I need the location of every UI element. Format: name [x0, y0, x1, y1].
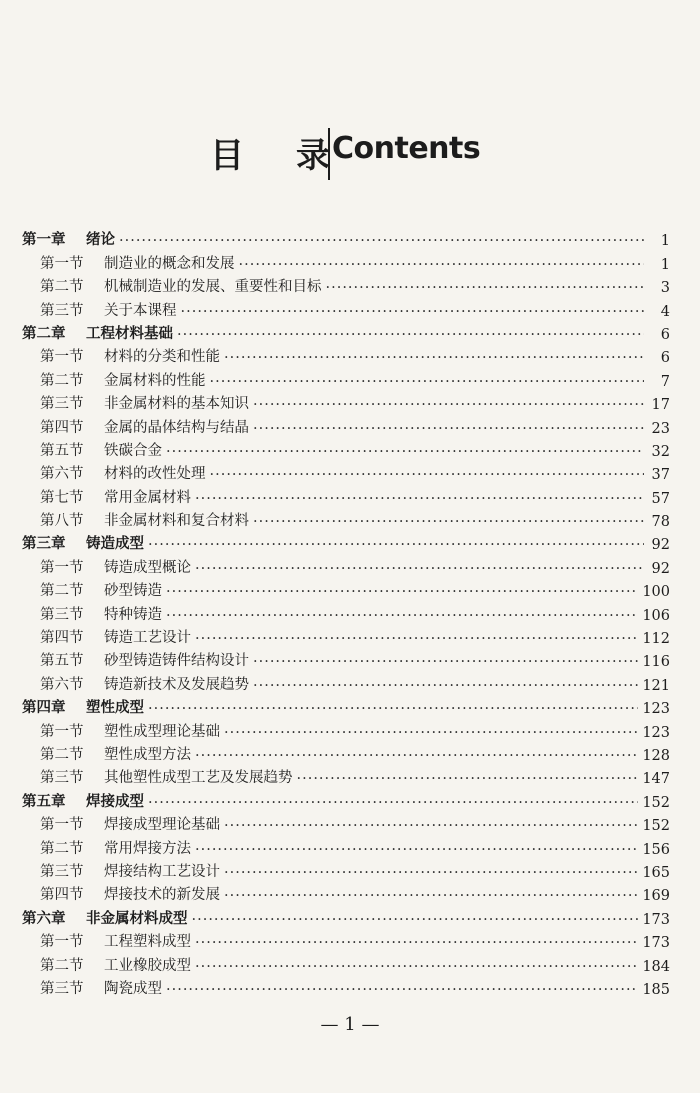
toc-entry-page: 156	[642, 841, 670, 858]
dot-leader	[326, 280, 645, 296]
page-title	[0, 128, 700, 184]
toc-entry-title: 其他塑性成型工艺及发展趋势	[104, 770, 293, 787]
toc-entry-title: 铸造成型	[86, 535, 144, 553]
dot-leader	[210, 467, 645, 483]
toc-section-entry[interactable]	[22, 577, 670, 600]
dot-leader	[210, 374, 645, 390]
toc-entry-page: 112	[642, 631, 670, 648]
dot-leader	[253, 654, 638, 670]
toc-entry-title: 铸造成型概论	[104, 559, 191, 576]
toc-entry-title: 材料的改性处理	[104, 466, 206, 483]
toc-section-entry[interactable]	[22, 834, 670, 857]
toc-section-entry[interactable]	[22, 413, 670, 436]
toc-entry-page: 123	[642, 701, 670, 718]
toc-entry-number: 第一节	[40, 817, 84, 834]
toc-section-entry[interactable]	[22, 624, 670, 647]
toc-entry-number: 第四章	[22, 699, 66, 717]
toc-section-entry[interactable]	[22, 366, 670, 389]
toc-entry-page: 1	[660, 256, 670, 273]
toc-entry-title: 铸造新技术及发展趋势	[104, 676, 249, 693]
dot-leader	[253, 421, 644, 437]
toc-entry-number: 第二节	[40, 279, 84, 296]
toc-section-entry[interactable]	[22, 249, 670, 272]
dot-leader	[195, 935, 638, 951]
toc-entry-title: 常用金属材料	[104, 489, 191, 506]
toc-section-entry[interactable]	[22, 647, 670, 670]
toc-entry-title: 铸造工艺设计	[104, 630, 191, 647]
toc-entry-page: 152	[642, 818, 670, 835]
dot-leader	[224, 350, 644, 366]
toc-entry-number: 第三节	[40, 396, 84, 413]
toc-entry-number: 第三节	[40, 863, 84, 880]
toc-entry-title: 工程材料基础	[86, 324, 173, 342]
toc-entry-title: 特种铸造	[104, 606, 162, 623]
toc-entry-number: 第二节	[40, 372, 84, 389]
toc-section-entry[interactable]	[22, 975, 670, 998]
toc-entry-page: 37	[651, 467, 670, 484]
title-en: Contents	[328, 128, 480, 180]
dot-leader	[195, 561, 644, 577]
toc-entry-page: 92	[651, 537, 670, 554]
dot-leader	[253, 514, 644, 530]
toc-entry-title: 制造业的概念和发展	[104, 255, 235, 272]
toc-entry-title: 非金属材料的基本知识	[104, 396, 249, 413]
page-number: — 1 —	[320, 1014, 380, 1035]
toc-entry-title: 金属的晶体结构与结晶	[104, 419, 249, 436]
toc-entry-title: 铁碳合金	[104, 442, 162, 459]
toc-entry-page: 173	[642, 935, 670, 952]
dot-leader	[195, 748, 638, 764]
toc-entry-number: 第六节	[40, 466, 84, 483]
toc-entry-number: 第二节	[40, 840, 84, 857]
toc-entry-title: 非金属材料和复合材料	[104, 513, 249, 530]
toc-entry-number: 第一节	[40, 723, 84, 740]
toc-entry-number: 第五章	[22, 792, 66, 810]
toc-entry-number: 第四节	[40, 630, 84, 647]
dot-leader	[224, 888, 638, 904]
toc-entry-title: 砂型铸造铸件结构设计	[104, 653, 249, 670]
toc-entry-number: 第六节	[40, 676, 84, 693]
toc-section-entry[interactable]	[22, 273, 670, 296]
toc-entry-number: 第三章	[22, 535, 66, 553]
toc-entry-title: 工业橡胶成型	[104, 957, 191, 974]
toc-entry-page: 116	[642, 654, 670, 671]
toc-chapter-entry[interactable]	[22, 904, 670, 927]
toc-section-entry[interactable]	[22, 858, 670, 881]
dot-leader	[181, 304, 645, 320]
dot-leader	[119, 233, 644, 249]
toc-entry-title: 工程塑料成型	[104, 934, 191, 951]
toc-entry-number: 第五节	[40, 653, 84, 670]
toc-entry-number: 第一节	[40, 255, 84, 272]
toc-entry-page: 92	[651, 560, 670, 577]
dot-leader	[224, 865, 638, 881]
dot-leader	[195, 491, 644, 507]
toc-entry-page: 165	[642, 864, 670, 881]
toc-section-entry[interactable]	[22, 343, 670, 366]
toc-entry-number: 第二节	[40, 583, 84, 600]
toc-entry-number: 第三节	[40, 606, 84, 623]
toc-section-entry[interactable]	[22, 460, 670, 483]
toc-entry-page: 169	[642, 888, 670, 905]
dot-leader	[253, 678, 638, 694]
toc-section-entry[interactable]	[22, 483, 670, 506]
toc-entry-page: 121	[642, 677, 670, 694]
toc-entry-page: 57	[651, 490, 670, 507]
toc-entry-page: 4	[660, 303, 670, 320]
toc-entry-number: 第六章	[22, 909, 66, 927]
toc-entry-title: 塑性成型	[86, 699, 144, 717]
toc-entry-number: 第三节	[40, 302, 84, 319]
dot-leader	[224, 818, 638, 834]
toc-section-entry[interactable]	[22, 928, 670, 951]
toc-entry-title: 焊接成型	[86, 792, 144, 810]
toc-entry-title: 塑性成型理论基础	[104, 723, 220, 740]
toc-section-entry[interactable]	[22, 553, 670, 576]
toc-entry-title: 常用焊接方法	[104, 840, 191, 857]
toc-entry-title: 绪论	[86, 231, 115, 249]
toc-section-entry[interactable]	[22, 811, 670, 834]
toc-entry-number: 第一节	[40, 559, 84, 576]
toc-entry-page: 173	[642, 911, 670, 928]
toc-chapter-entry[interactable]	[22, 320, 670, 343]
toc-section-entry[interactable]	[22, 670, 670, 693]
toc-section-entry[interactable]	[22, 437, 670, 460]
toc-entry-page: 123	[642, 724, 670, 741]
toc-chapter-entry[interactable]	[22, 226, 670, 249]
dot-leader	[195, 842, 638, 858]
toc-entry-page: 6	[660, 350, 670, 367]
toc-entry-number: 第二节	[40, 957, 84, 974]
toc-section-entry[interactable]	[22, 296, 670, 319]
toc-entry-page: 6	[660, 326, 670, 343]
toc-chapter-entry[interactable]	[22, 694, 670, 717]
toc-entry-title: 焊接成型理论基础	[104, 817, 220, 834]
toc-entry-number: 第三节	[40, 770, 84, 787]
toc-entry-page: 100	[642, 584, 670, 601]
toc-entry-page: 17	[651, 397, 670, 414]
toc-section-entry[interactable]	[22, 764, 670, 787]
dot-leader	[192, 912, 639, 928]
dot-leader	[239, 257, 645, 273]
toc-entry-page: 7	[660, 373, 670, 390]
title-cn-2: 录	[296, 136, 330, 176]
dot-leader	[253, 397, 644, 413]
dot-leader	[148, 795, 638, 811]
toc-entry-title: 塑性成型方法	[104, 746, 191, 763]
dot-leader	[166, 444, 644, 460]
toc-section-entry[interactable]	[22, 717, 670, 740]
toc-section-entry[interactable]	[22, 881, 670, 904]
toc-entry-number: 第三节	[40, 980, 84, 997]
toc-entry-number: 第二章	[22, 324, 66, 342]
toc-chapter-entry[interactable]	[22, 787, 670, 810]
dot-leader	[224, 725, 638, 741]
toc-entry-title: 机械制造业的发展、重要性和目标	[104, 279, 322, 296]
toc-entry-page: 128	[642, 747, 670, 764]
dot-leader	[195, 631, 638, 647]
toc-chapter-entry[interactable]	[22, 530, 670, 553]
toc-entry-page: 184	[642, 958, 670, 975]
toc-entry-page: 3	[660, 280, 670, 297]
dot-leader	[166, 982, 638, 998]
dot-leader	[297, 771, 639, 787]
title-cn-1: 目	[210, 136, 244, 176]
toc-entry-page: 185	[642, 981, 670, 998]
toc-entry-title: 砂型铸造	[104, 583, 162, 600]
dot-leader	[148, 537, 644, 553]
toc-entry-number: 第四节	[40, 887, 84, 904]
toc-entry-number: 第五节	[40, 442, 84, 459]
toc-section-entry[interactable]	[22, 390, 670, 413]
table-of-contents	[22, 226, 670, 998]
dot-leader	[166, 584, 638, 600]
toc-entry-title: 非金属材料成型	[86, 909, 188, 927]
dot-leader	[177, 327, 644, 343]
toc-entry-number: 第一章	[22, 231, 66, 249]
toc-entry-page: 152	[642, 794, 670, 811]
toc-entry-number: 第四节	[40, 419, 84, 436]
toc-section-entry[interactable]	[22, 600, 670, 623]
toc-entry-title: 陶瓷成型	[104, 980, 162, 997]
toc-entry-title: 关于本课程	[104, 302, 177, 319]
toc-entry-page: 32	[651, 443, 670, 460]
toc-section-entry[interactable]	[22, 951, 670, 974]
toc-entry-title: 材料的分类和性能	[104, 349, 220, 366]
dot-leader	[195, 959, 638, 975]
toc-entry-page: 147	[642, 771, 670, 788]
dot-leader	[148, 701, 638, 717]
toc-entry-title: 焊接结构工艺设计	[104, 863, 220, 880]
toc-section-entry[interactable]	[22, 507, 670, 530]
toc-entry-page: 1	[660, 233, 670, 250]
toc-entry-number: 第一节	[40, 349, 84, 366]
toc-section-entry[interactable]	[22, 741, 670, 764]
toc-entry-title: 焊接技术的新发展	[104, 887, 220, 904]
toc-entry-page: 106	[642, 607, 670, 624]
toc-entry-number: 第二节	[40, 746, 84, 763]
toc-entry-number: 第八节	[40, 513, 84, 530]
toc-entry-page: 78	[651, 514, 670, 531]
toc-entry-number: 第一节	[40, 934, 84, 951]
toc-entry-title: 金属材料的性能	[104, 372, 206, 389]
toc-entry-page: 23	[651, 420, 670, 437]
toc-entry-number: 第七节	[40, 489, 84, 506]
dot-leader	[166, 608, 638, 624]
